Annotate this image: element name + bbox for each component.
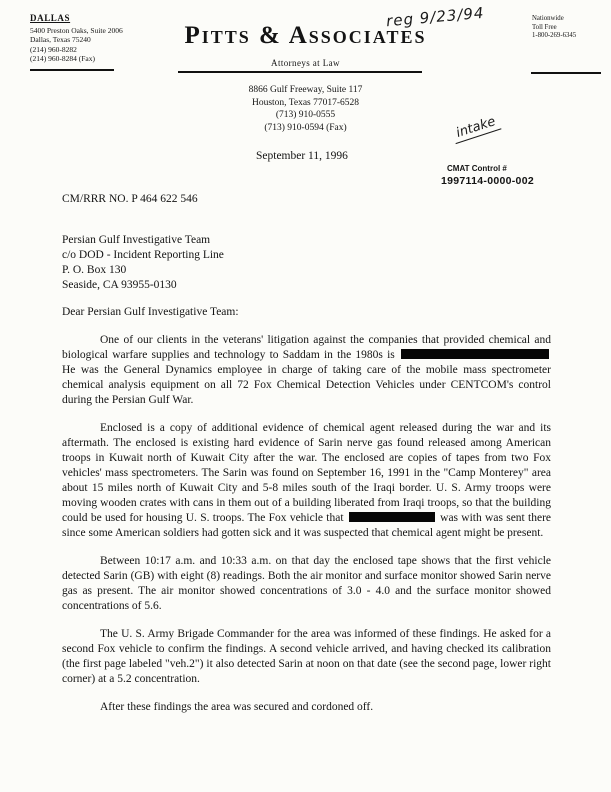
divider-right	[531, 72, 601, 74]
dallas-phone: (214) 960-8282	[30, 44, 77, 54]
houston-address-line: 8866 Gulf Freeway, Suite 117	[248, 85, 363, 95]
cmat-control-number: 1997114-0000-002	[441, 175, 534, 187]
divider-center	[178, 71, 422, 73]
paragraph-text: He was the General Dynamics employee in charge of taking care of the mobile mass spectrometer chemical analysis equipment on all 72 Fox Chemical Detection Vehicles under CENTCOM's control during the Persian Gulf War.	[62, 364, 551, 406]
dallas-address-line: 5400 Preston Oaks, Suite 2006	[30, 25, 123, 35]
letter-date: September 11, 1996	[256, 150, 348, 162]
recipient-line: Persian Gulf Investigative Team	[62, 234, 211, 246]
cmat-control-label: CMAT Control #	[447, 164, 507, 173]
firm-name: Pitts & Associates	[184, 22, 427, 49]
paragraph-text: was with was sent there since some American soldiers had gotten sick and it was suspected that chemical agent might be present.	[62, 512, 552, 539]
handwritten-date-annotation: reg 9/23/94	[385, 3, 486, 31]
firm-tagline: Attorneys at Law	[271, 58, 340, 68]
houston-office-block	[0, 84, 611, 134]
paragraph-1	[62, 333, 551, 408]
salutation: Dear Persian Gulf Investigative Team:	[62, 306, 239, 318]
tollfree-number: 1-800-269-6345	[532, 32, 577, 40]
recipient-line: c/o DOD - Incident Reporting Line	[62, 249, 224, 261]
dallas-address-line: Dallas, Texas 75240	[30, 35, 91, 44]
recipient-line: Seaside, CA 93955-0130	[62, 279, 177, 291]
tollfree-label-line: Nationwide	[532, 15, 564, 22]
divider-left	[30, 69, 114, 71]
dallas-fax: (214) 960-8284 (Fax)	[30, 54, 95, 63]
recipient-line: P. O. Box 130	[62, 264, 127, 276]
paragraph-text: Enclosed is a copy of additional evidence of chemical agent released during the war and its aftermath. The enclosed is existing hard evidence of Sarin nerve gas found released among American troops in Kuwait north of Kuwait City after the war. The enclosed are copies of tapes from two Fox vehicles' mass spectrometers. The Sarin was found on September 16, 1991 in the "Camp Monterey" area about 15 miles north of Kuwait City and 5-8 miles south of the Iraqi border. U. S. Army troops were moving wooden crates with cans in them out of a building liberated from Iraqi troops, so that the building could be used for housing U. S. troops. The Fox vehicle that	[62, 422, 551, 524]
paragraph-4: The U. S. Army Brigade Commander for the area was informed of these findings. He asked for a second Fox vehicle to confirm the findings. A second vehicle arrived, and having checked its calibration (the first page labeled "veh.2") it also detected Sarin at noon on that date (see the second page, lower right corner) at a 5.2 concentration.	[62, 628, 551, 685]
paragraph-2	[62, 421, 551, 541]
letter-body	[62, 192, 551, 728]
recipient-address	[62, 233, 551, 293]
dallas-office-title: DALLAS	[30, 13, 71, 23]
redaction-bar	[349, 512, 435, 522]
tollfree-block	[532, 15, 576, 41]
houston-address-line: Houston, Texas 77017-6528	[251, 97, 360, 108]
paragraph-text: One of our clients in the veterans' litigation against the companies that provided chemical and biological warfare supplies and technology to Saddam in the 1980s is	[62, 334, 551, 361]
paragraph-5: After these findings the area was secured and cordoned off.	[100, 701, 374, 713]
tracking-number: CM/RRR NO. P 464 622 546	[62, 193, 198, 205]
paragraph-3: Between 10:17 a.m. and 10:33 a.m. on that day the enclosed tape shows that the first vehicle detected Sarin (GB) with eight (8) readings. Both the air monitor and surface monitor showed Sarin nerve gas as present. The air monitor showed concentrations of 3.0 - 4.0 and the surface monitor showed concentrations of 5.6.	[62, 555, 551, 612]
tollfree-label-line: Toll Free	[532, 23, 557, 31]
houston-phone: (713) 910-0555	[275, 110, 336, 120]
cmat-control-block	[441, 164, 534, 187]
redaction-bar	[401, 349, 549, 359]
handwritten-note-annotation: intake	[451, 113, 502, 144]
houston-fax: (713) 910-0594 (Fax)	[264, 122, 347, 133]
